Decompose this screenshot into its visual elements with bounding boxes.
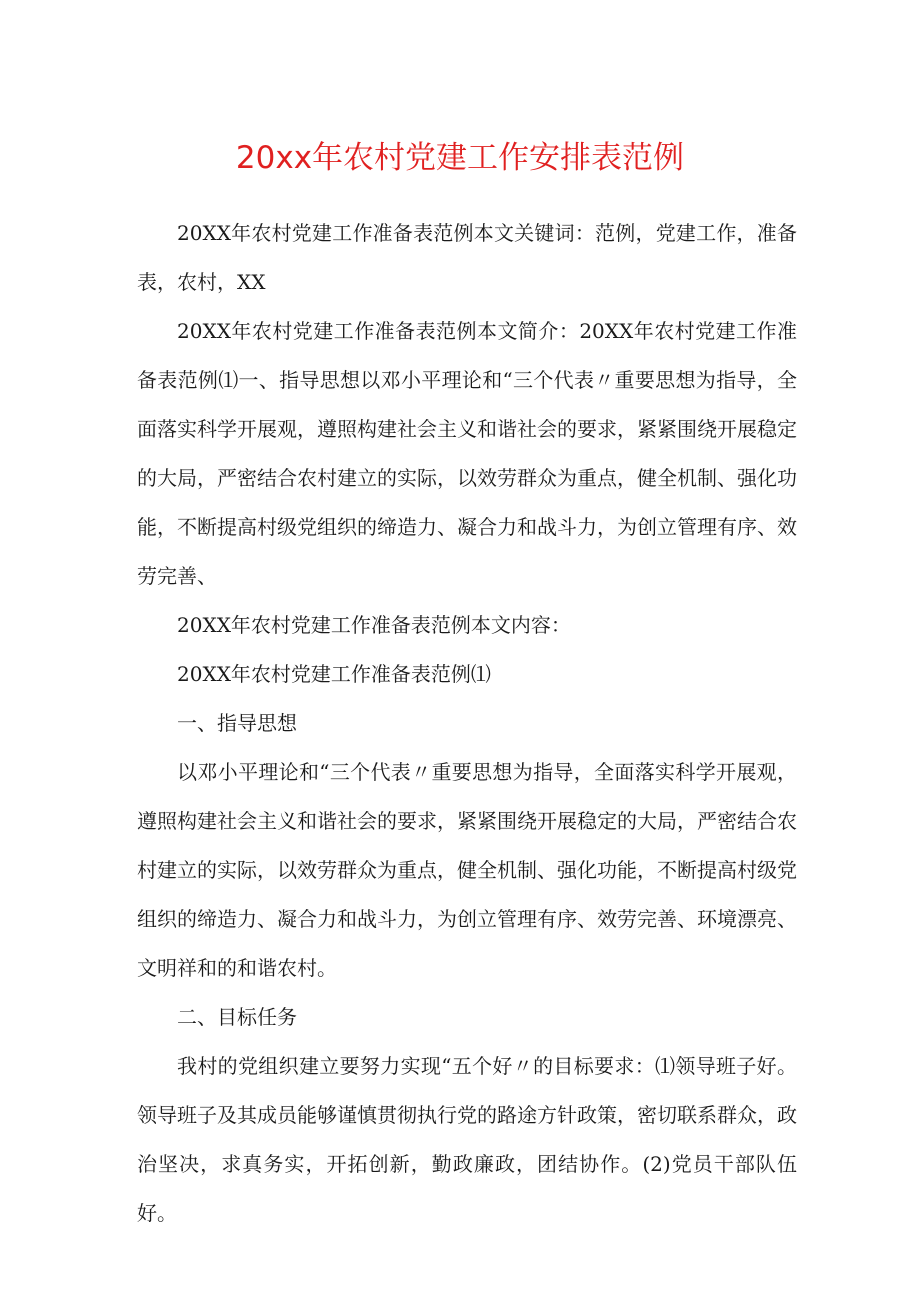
document-title: 20xx年农村党建工作安排表范例 bbox=[235, 140, 685, 176]
paragraph-summary: 20XX年农村党建工作准备表范例本文简介：20XX年农村党建工作准备表范例⑴一、指导思想以邓小平理论和“三个代表〃重要思想为指导，全面落实科学开展观，遵照构建社会主义和谐社会的要求，紧紧围绕开展稳定的大局，严密结合农村建立的实际，以效劳群众为重点，健全机制、强化功能，不断提高村级党组织的缔造力、凝合力和战斗力，为创立管理有序、效劳完善、 bbox=[137, 319, 797, 588]
paragraph-keywords: 20XX年农村党建工作准备表范例本文关键词：范例，党建工作，准备表，农村，XX bbox=[137, 221, 797, 294]
paragraph-guiding-thought: 以邓小平理论和“三个代表〃重要思想为指导，全面落实科学开展观，遵照构建社会主义和谐社会的要求，紧紧围绕开展稳定的大局，严密结合农村建立的实际，以效劳群众为重点，健全机制、强化功能，不断提高村级党组织的缔造力、凝合力和战斗力，为创立管理有序、效劳完善、环境漂亮、文明祥和的和谐农村。 bbox=[137, 760, 797, 980]
paragraph-goals: 我村的党组织建立要努力实现“五个好〃的目标要求：⑴领导班子好。领导班子及其成员能够谨慎贯彻执行党的路途方针政策，密切联系群众，政治坚决，求真务实，开拓创新，勤政廉政，团结协作。(2)党员干部队伍好。 bbox=[137, 1054, 797, 1225]
paragraph-content-label: 20XX年农村党建工作准备表范例本文内容： bbox=[177, 613, 571, 637]
paragraph-subtitle: 20XX年农村党建工作准备表范例⑴ bbox=[177, 662, 491, 686]
section-heading-goals: 二、目标任务 bbox=[177, 1005, 297, 1029]
document-body bbox=[137, 209, 797, 1238]
section-heading-guiding-thought: 一、指导思想 bbox=[177, 711, 297, 735]
